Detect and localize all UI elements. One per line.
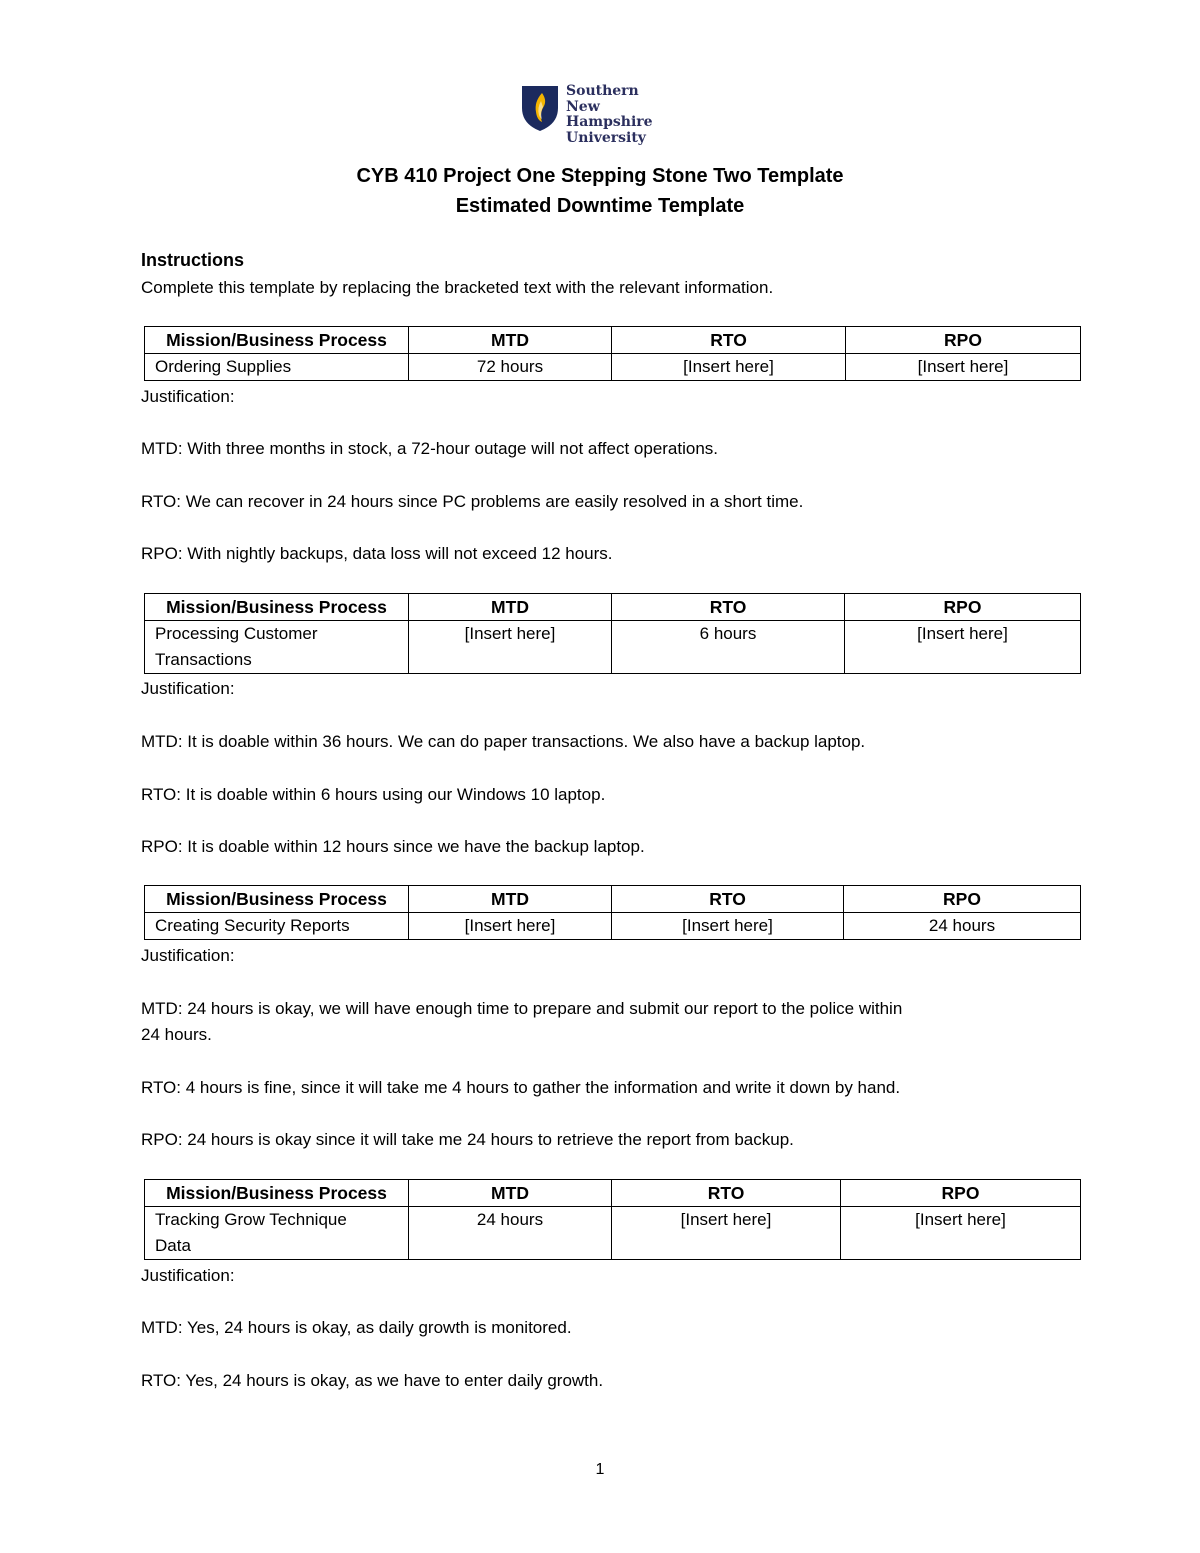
mtd-cell: [Insert here] <box>409 913 612 940</box>
table-row <box>145 354 1081 381</box>
process-table-2 <box>144 593 1081 674</box>
rto-cell: 6 hours <box>612 621 845 674</box>
justification-label: Justification: <box>141 387 235 406</box>
rpo-justification: RPO: 24 hours is okay since it will take me 24 hours to retrieve the report from backup. <box>141 1130 794 1149</box>
mtd-justification-line-2: 24 hours. <box>141 1025 212 1044</box>
page-number: 1 <box>595 1461 605 1478</box>
header-process: Mission/Business Process <box>145 1180 409 1207</box>
header-rto: RTO <box>612 886 844 913</box>
rpo-cell: [Insert here] <box>841 1207 1081 1260</box>
justification-label: Justification: <box>141 946 235 965</box>
header-rpo: RPO <box>841 1180 1081 1207</box>
header-rpo: RPO <box>845 594 1081 621</box>
justification-label: Justification: <box>141 1266 235 1285</box>
logo-wordmark <box>566 84 690 146</box>
process-table-1 <box>144 326 1081 381</box>
rpo-cell: [Insert here] <box>846 354 1081 381</box>
process-cell-line-1: Tracking Grow Technique <box>155 1210 347 1229</box>
rpo-cell: [Insert here] <box>845 621 1081 674</box>
header-mtd: MTD <box>409 327 612 354</box>
instructions-heading: Instructions <box>141 250 245 270</box>
university-logo <box>520 83 690 146</box>
rpo-cell: 24 hours <box>844 913 1081 940</box>
table-row <box>145 913 1081 940</box>
instructions-text: Complete this template by replacing the bracketed text with the relevant information. <box>141 278 774 297</box>
table-row <box>145 621 1081 674</box>
table-row <box>145 1207 1081 1260</box>
process-table-3 <box>144 885 1081 940</box>
rto-justification: RTO: Yes, 24 hours is okay, as we have to enter daily growth. <box>141 1371 604 1390</box>
header-rpo: RPO <box>844 886 1081 913</box>
header-mtd: MTD <box>409 1180 612 1207</box>
header-mtd: MTD <box>409 594 612 621</box>
process-cell-line-1: Processing Customer <box>155 624 318 643</box>
table-header-row <box>145 1180 1081 1207</box>
document-subtitle: Estimated Downtime Template <box>455 195 745 217</box>
mtd-justification-line-1: MTD: 24 hours is okay, we will have enough time to prepare and submit our report to the police within <box>141 999 903 1018</box>
header-process: Mission/Business Process <box>145 327 409 354</box>
process-table-4 <box>144 1179 1081 1260</box>
rto-justification: RTO: We can recover in 24 hours since PC problems are easily resolved in a short time. <box>141 492 804 511</box>
rto-cell: [Insert here] <box>612 1207 841 1260</box>
rpo-justification: RPO: With nightly backups, data loss will not exceed 12 hours. <box>141 544 613 563</box>
table-header-row <box>145 594 1081 621</box>
table-header-row <box>145 327 1081 354</box>
rto-justification: RTO: 4 hours is fine, since it will take me 4 hours to gather the information and write it down by hand. <box>141 1078 901 1097</box>
justification-label: Justification: <box>141 679 235 698</box>
mtd-justification: MTD: Yes, 24 hours is okay, as daily growth is monitored. <box>141 1318 572 1337</box>
header-rpo: RPO <box>846 327 1081 354</box>
header-rto: RTO <box>612 1180 841 1207</box>
process-cell: Ordering Supplies <box>145 354 409 381</box>
process-cell <box>145 621 409 674</box>
mtd-justification: MTD: It is doable within 36 hours. We can do paper transactions. We also have a backup laptop. <box>141 732 866 751</box>
rpo-justification: RPO: It is doable within 12 hours since we have the backup laptop. <box>141 837 645 856</box>
rto-justification: RTO: It is doable within 6 hours using our Windows 10 laptop. <box>141 785 606 804</box>
header-rto: RTO <box>612 327 846 354</box>
process-cell: Creating Security Reports <box>145 913 409 940</box>
mtd-justification: MTD: With three months in stock, a 72-hour outage will not affect operations. <box>141 439 719 458</box>
process-cell-line-2: Transactions <box>155 650 252 669</box>
header-process: Mission/Business Process <box>145 886 409 913</box>
header-process: Mission/Business Process <box>145 594 409 621</box>
rto-cell: [Insert here] <box>612 913 844 940</box>
mtd-cell: [Insert here] <box>409 621 612 674</box>
header-rto: RTO <box>612 594 845 621</box>
rto-cell: [Insert here] <box>612 354 846 381</box>
logo-line-3: University <box>566 129 646 146</box>
process-cell <box>145 1207 409 1260</box>
mtd-cell: 24 hours <box>409 1207 612 1260</box>
header-mtd: MTD <box>409 886 612 913</box>
document-title: CYB 410 Project One Stepping Stone Two Template <box>356 165 844 187</box>
table-header-row <box>145 886 1081 913</box>
logo-line-1: Southern <box>566 83 639 99</box>
logo-line-2: New Hampshire <box>566 98 653 130</box>
mtd-cell: 72 hours <box>409 354 612 381</box>
process-cell-line-2: Data <box>155 1236 191 1255</box>
shield-flame-icon <box>520 84 560 132</box>
